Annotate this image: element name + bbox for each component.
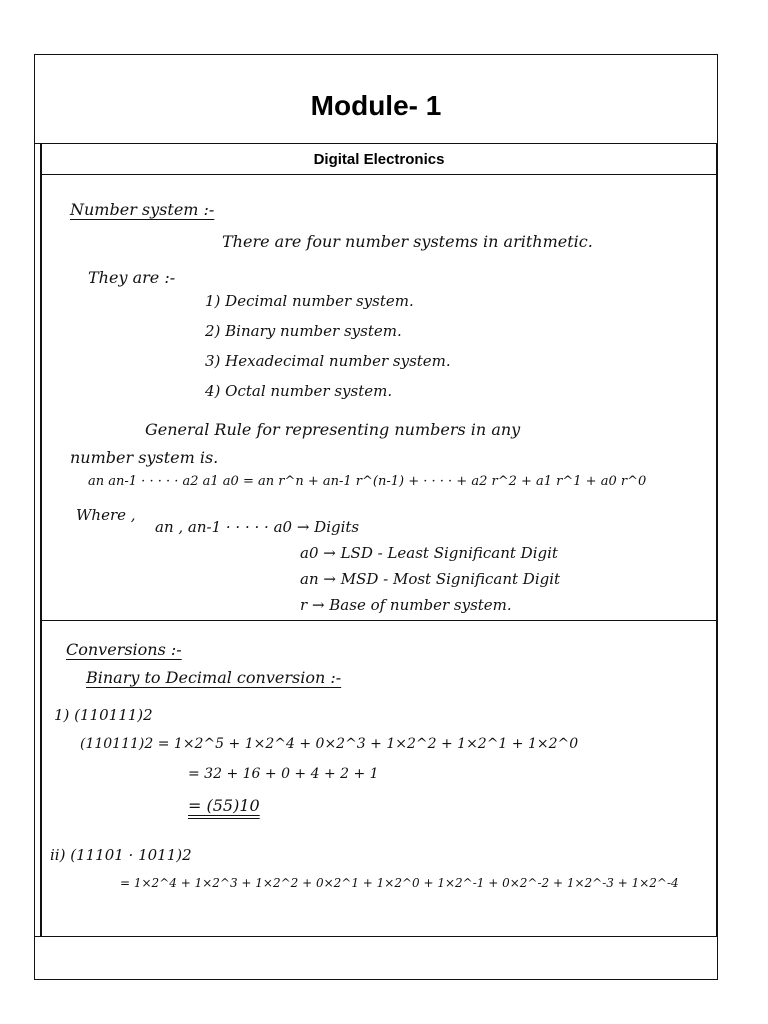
example-2-label: ii) (11101 · 1011)2 — [50, 846, 192, 864]
page-subtitle: Digital Electronics — [313, 150, 445, 168]
where-label: Where , — [76, 506, 136, 524]
definition-digits: an , an-1 · · · · · a0 → Digits — [155, 518, 360, 536]
definition-base: r → Base of number system. — [300, 596, 512, 614]
rule-line-1: General Rule for representing numbers in any — [145, 420, 521, 439]
right-border — [716, 143, 718, 936]
section-divider — [40, 620, 718, 621]
intro-line-1: There are four number systems in arithmetic. — [222, 232, 593, 251]
number-system-heading: Number system :- — [70, 200, 215, 219]
rule-line-2: number system is. — [70, 448, 219, 467]
page-frame — [34, 54, 718, 980]
binary-decimal-heading: Binary to Decimal conversion :- — [86, 668, 342, 687]
bottom-divider — [34, 936, 718, 937]
intro-line-2: They are :- — [88, 268, 176, 287]
example-1-result: = (55)10 — [188, 796, 260, 815]
example-1-label: 1) (110111)2 — [54, 706, 153, 724]
definition-lsd: a0 → LSD - Least Significant Digit — [300, 544, 558, 562]
title-box — [34, 54, 718, 144]
example-1-step-1: (110111)2 = 1×2^5 + 1×2^4 + 0×2^3 + 1×2^2 + 1×2^1 + 1×2^0 — [80, 736, 579, 752]
list-item: 4) Octal number system. — [205, 382, 393, 400]
list-item: 2) Binary number system. — [205, 322, 402, 340]
general-formula: an an-1 · · · · · a2 a1 a0 = an r^n + an-1 r^(n-1) + · · · · + a2 r^2 + a1 r^1 + a0 r^0 — [88, 474, 647, 489]
definition-msd: an → MSD - Most Significant Digit — [300, 570, 561, 588]
example-1-step-2: = 32 + 16 + 0 + 4 + 2 + 1 — [188, 766, 379, 782]
page-title: Module- 1 — [310, 90, 442, 121]
example-2-step-1: = 1×2^4 + 1×2^3 + 1×2^2 + 0×2^1 + 1×2^0 + 1×2^-1 + 0×2^-2 + 1×2^-3 + 1×2^-4 — [120, 876, 679, 890]
list-item: 1) Decimal number system. — [205, 292, 414, 310]
left-border — [40, 143, 42, 936]
list-item: 3) Hexadecimal number system. — [205, 352, 451, 370]
conversions-heading: Conversions :- — [66, 640, 182, 659]
subtitle-box — [40, 143, 718, 175]
